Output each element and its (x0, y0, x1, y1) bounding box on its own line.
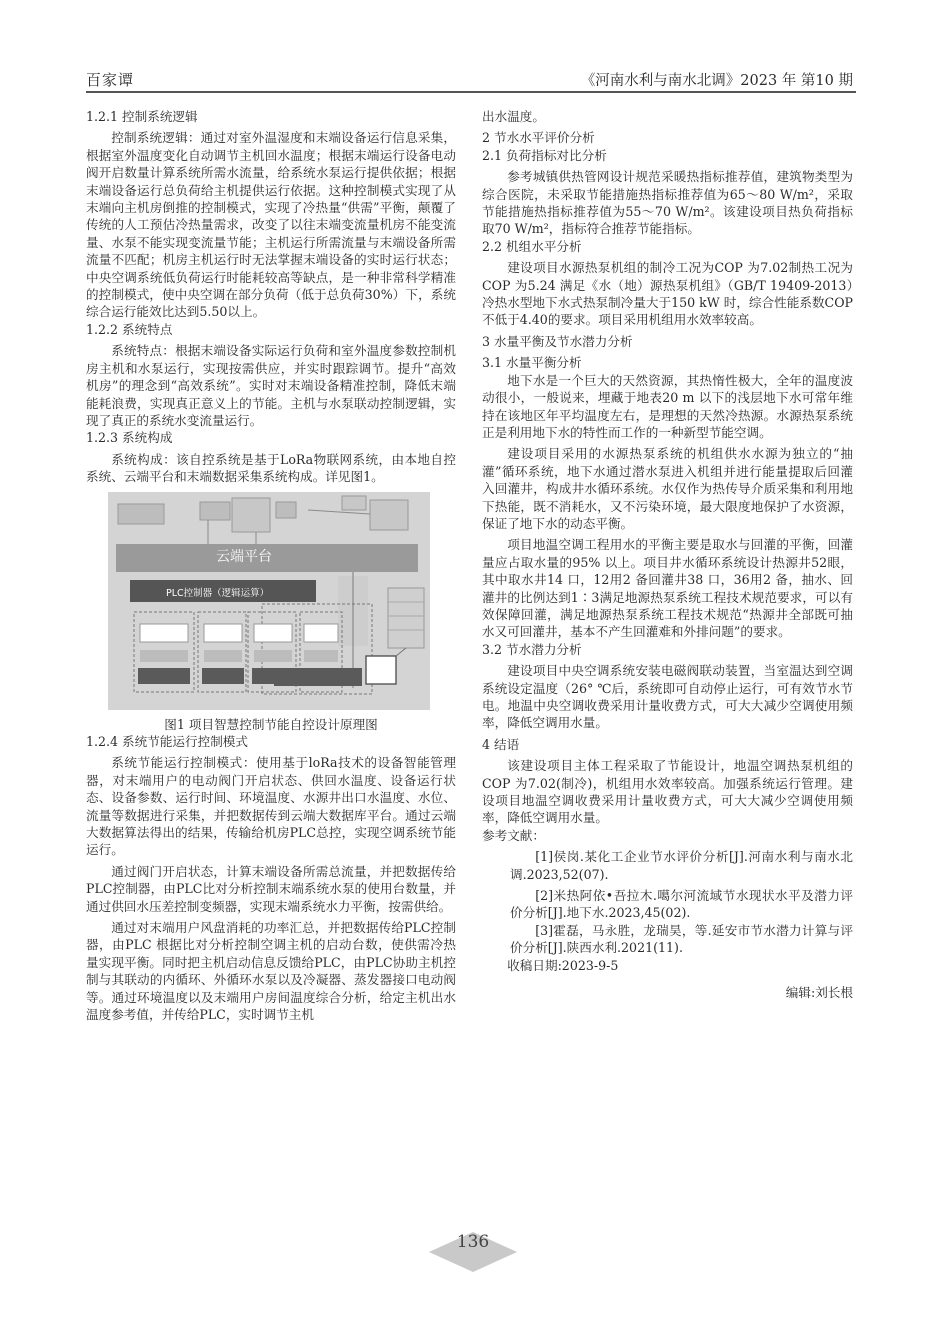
section-1-2-3-body: 系统构成：该自控系统是基于LoRa物联网系统，由本地自控系统、云端平台和末端数据采集系统构成。详见图1。 (86, 451, 456, 485)
references-title: 参考文献： (482, 827, 545, 843)
section-1-2-4-body-1: 系统节能运行控制模式：使用基于loRa技术的设备智能管理器，对末端用户的电动阀门开启状态、供回水温度、设备运行状态、设备参数、运行时间、环境温度、水源井出口水温度、水位、流量等数据进行采集，并把数据传到云端大数据库平台。通过云端大数据算法得出的结果，传输给机房PLC总控，实现空调系统节能运行。 (86, 755, 456, 858)
left-column (86, 108, 456, 1023)
section-1-2-4-body-2: 通过阀门开启状态，计算末端设备所需总流量，并把数据传给PLC控制器，由PLC比对分析控制末端系统水泵的使用台数量，并通过供回水压差控制变频器，实现末端系统水力平衡，按需供给。 (86, 863, 456, 914)
section-4-title: 4 结语 (482, 736, 520, 752)
header-rule (86, 91, 856, 93)
running-header-left: 百家谭 (86, 71, 135, 89)
section-2-title: 2 节水水平评价分析 (482, 130, 595, 146)
section-3-2-title: 3.2 节水潜力分析 (482, 641, 582, 657)
figure-1-caption: 图1 项目智慧控制节能自控设计原理图 (164, 716, 378, 732)
editor-credit: 编辑:刘长根 (785, 985, 853, 1001)
figure-plc-label: PLC控制器（逻辑运算） (166, 587, 270, 599)
section-1-2-1-title: 1.2.1 控制系统逻辑 (86, 109, 198, 124)
running-header-right: 《河南水利与南水北调》2023 年 第10 期 (580, 73, 853, 89)
section-2-1-body: 参考城镇供热管网设计规范采暖热指标推荐值，建筑物类型为综合医院，未采取节能措施热指标推荐值为65～80 W/m²，采取节能措施热指标推荐值为55～70 W/m²。该建设项目热负荷指标取70 W/m²，指标符合推荐节能指标。 (482, 169, 853, 237)
figure-1-diagram (108, 492, 430, 710)
continued-text: 出水温度。 (482, 109, 545, 124)
page-number-badge (427, 1228, 519, 1274)
reference-item: [3]霍磊，马永胜，龙瑞昊，等.延安市节水潜力计算与评价分析[J].陕西水利.2021(11). (510, 922, 853, 956)
section-2-1-title: 2.1 负荷指标对比分析 (482, 147, 607, 163)
section-1-2-4-body-3: 通过对末端用户风盘消耗的功率汇总，并把数据传给PLC控制器，由PLC 根据比对分析控制空调主机的启动台数，使供需冷热量实现平衡。同时把主机启动信息反馈给PLC，由PLC协助主机控制与其联动的内循环、外循环水泵以及冷凝器、蒸发器接口电动阀等。通过环境温度以及末端用户房间温度综合分析，给定主机出水温度参考值，并传给PLC，实时调节主机 (86, 920, 456, 1023)
section-4-body: 该建设项目主体工程采取了节能设计，地温空调热泵机组的COP 为7.02(制冷)，机组用水效率较高。加强系统运行管理。建设项目地温空调收费采用计量收费方式，可大大减少空调使用频率，降低空调用水量。 (482, 758, 853, 826)
section-1-2-2-body: 系统特点：根据末端设备实际运行负荷和室外温度参数控制机房主机和水泵运行，实现按需供应，并实时跟踪调节。提升“高效机房”的理念到“高效系统”。实时对末端设备精准控制，降低末端能耗浪费，实现真正意义上的节能。主机与水泵联动控制逻辑，实现了真正的系统水变流量运行。 (86, 343, 456, 428)
right-column (482, 108, 853, 1002)
section-1-2-2-title: 1.2.2 系统特点 (86, 321, 173, 337)
figure-cloud-platform-label: 云端平台 (216, 548, 272, 565)
section-1-2-3-title: 1.2.3 系统构成 (86, 430, 173, 446)
section-3-2-body: 建设项目中央空调系统安装电磁阀联动装置，当室温达到空调系统设定温度（26° ℃后，系统即可自动停止运行，可有效节水节电。地温中央空调收费采用计量收费方式，可大大减少空调使用频率，降低空调用水量。 (482, 663, 853, 731)
section-3-1-body-3: 项目地温空调工程用水的平衡主要是取水与回灌的平衡，回灌量应占取水量的95% 以上。项目井水循环系统设计热源井52眼，其中取水井14 口，12用2 备回灌井38 口，36用2 备，抽水、回灌井的比例达到1∶3满足地源热泵系统工程技术规范要求，可以有效保障回灌，满足地源热泵系统工程技术规范“热源井全部既可抽水又可回灌井，基本不产生回灌难和外排问题”的要求。 (482, 537, 853, 640)
section-2-2-body: 建设项目水源热泵机组的制冷工况为COP 为7.02制热工况为COP 为5.24 满足《水（地）源热泵机组》（GB/T 19409-2013）冷热水型地下水式热泵制冷量大于150 kW 时，综合性能系数COP 不低于4.40的要求。项目采用机组用水效率较高。 (482, 260, 853, 328)
section-3-1-body-2: 建设项目采用的水源热泵系统的机组供水水源为独立的“抽灌”循环系统，地下水通过潜水泵进入机组并进行能量提取后回灌入回灌井，构成井水循环系统。水仅作为热传导介质采集和利用地下热能，既不消耗水，又不污染环境，最大限度地保护了水资源，保证了地下水的动态平衡。 (482, 446, 853, 531)
received-date: 收稿日期:2023-9-5 (507, 957, 619, 973)
section-3-title: 3 水量平衡及节水潜力分析 (482, 333, 633, 349)
page-number: 136 (456, 1232, 490, 1252)
reference-item: [1]侯岗.某化工企业节水评价分析[J].河南水利与南水北调.2023,52(07). (510, 849, 853, 882)
section-1-2-1-body: 控制系统逻辑：通过对室外温湿度和末端设备运行信息采集，根据室外温度变化自动调节主机回水温度；根据末端运行设备电动阀开启数量计算系统所需水流量，给系统水泵运行提供依据；根据末端设备运行总负荷给主机提供运行依据。这种控制模式实现了从末端向主机房倒推的控制模式，实现了冷热量“供需”平衡，颠覆了传统的人工预估冷热量需求，改变了以往末端变流量机房不能变流量、水泵不能实现变流量节能；主机运行所需流量与末端设备所需流量不匹配；机房主机运行时无法掌握末端设备的实时运行状态；中央空调系统低负荷运行时能耗较高等缺点，是一种非常科学精准的控制模式，使中央空调在部分负荷（低于总负荷30%）下，系统综合运行能效比达到5.50以上。 (86, 130, 456, 320)
section-3-1-body-1: 地下水是一个巨大的天然资源，其热惰性极大，全年的温度波动很小，一般说来，埋藏于地表20 m 以下的浅层地下水可常年维持在该地区年平均温度左右，是理想的天然冷热源。水源热泵系统正是利用地下水的特性而工作的一种新型节能空调。 (482, 372, 853, 440)
section-1-2-4-title: 1.2.4 系统节能运行控制模式 (86, 733, 248, 749)
section-3-1-title: 3.1 水量平衡分析 (482, 355, 582, 371)
reference-item: [2]米热阿依•吾拉木.噶尔河流域节水现状水平及潜力评价分析[J].地下水.2023,45(02). (510, 888, 853, 921)
section-2-2-title: 2.2 机组水平分析 (482, 238, 582, 254)
